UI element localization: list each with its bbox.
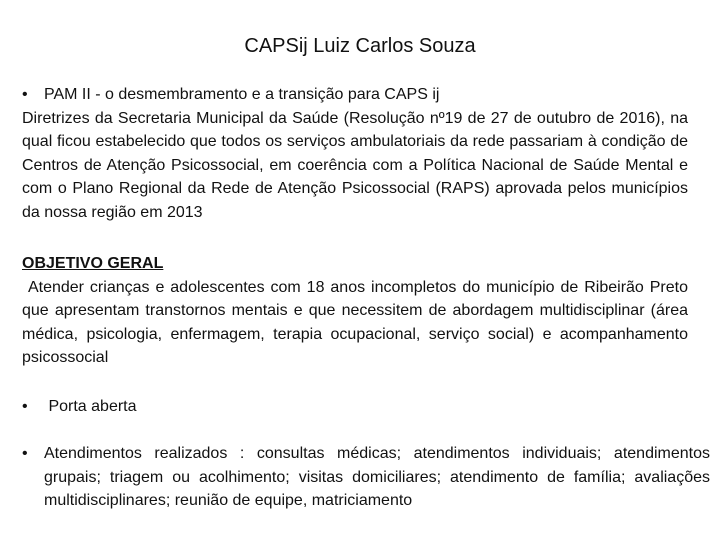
slide-title: CAPSij Luiz Carlos Souza [244, 35, 476, 57]
bullet-icon: • [22, 86, 28, 103]
objetivo-text: Atender crianças e adolescentes com 18 anos incompletos do município de Ribeirão Preto que apresentam transtornos mentais e que necessitem de abordagem multidisciplinar (área médica, psicologia, enfermagem, terapia ocupacional, serviço social) e acompanhamento psicossocial [22, 278, 689, 366]
bullet-icon: • [22, 445, 28, 462]
bullet-item-porta-aberta [22, 395, 688, 419]
bullet-text-transicao: PAM II - o desmembramento e a transição para CAPS ij [44, 86, 440, 103]
bullet-item-transicao [22, 83, 688, 107]
diretrizes-paragraph: Diretrizes da Secretaria Municipal da Saúde (Resolução nº19 de 27 de outubro de 2016), na qual ficou estabelecido que todos os serviços ambulatoriais da rede passariam à condição de Centros de Atenção Psicossocial, em coerência com a Política Nacional de Saúde Mental e com o Plano Regional da Rede de Atenção Psicossocial (RAPS) aprovada pelos municípios da nossa região em 2013 [22, 109, 688, 221]
atendimentos-text: Atendimentos realizados : consultas médicas; atendimentos individuais; atendimentos grupais; triagem ou acolhimento; visitas domiciliares; atendimento de família; avaliações multidisciplinares; reunião de equipe, matriciamento [44, 445, 710, 509]
section-transicao [22, 83, 688, 224]
porta-aberta-text: Porta aberta [48, 398, 137, 415]
objetivo-paragraph [22, 276, 688, 370]
bullet-item-atendimentos [22, 442, 710, 513]
bullet-icon: • [22, 398, 28, 415]
objetivo-heading: OBJETIVO GERAL [22, 255, 164, 272]
section-objetivo [22, 252, 688, 370]
